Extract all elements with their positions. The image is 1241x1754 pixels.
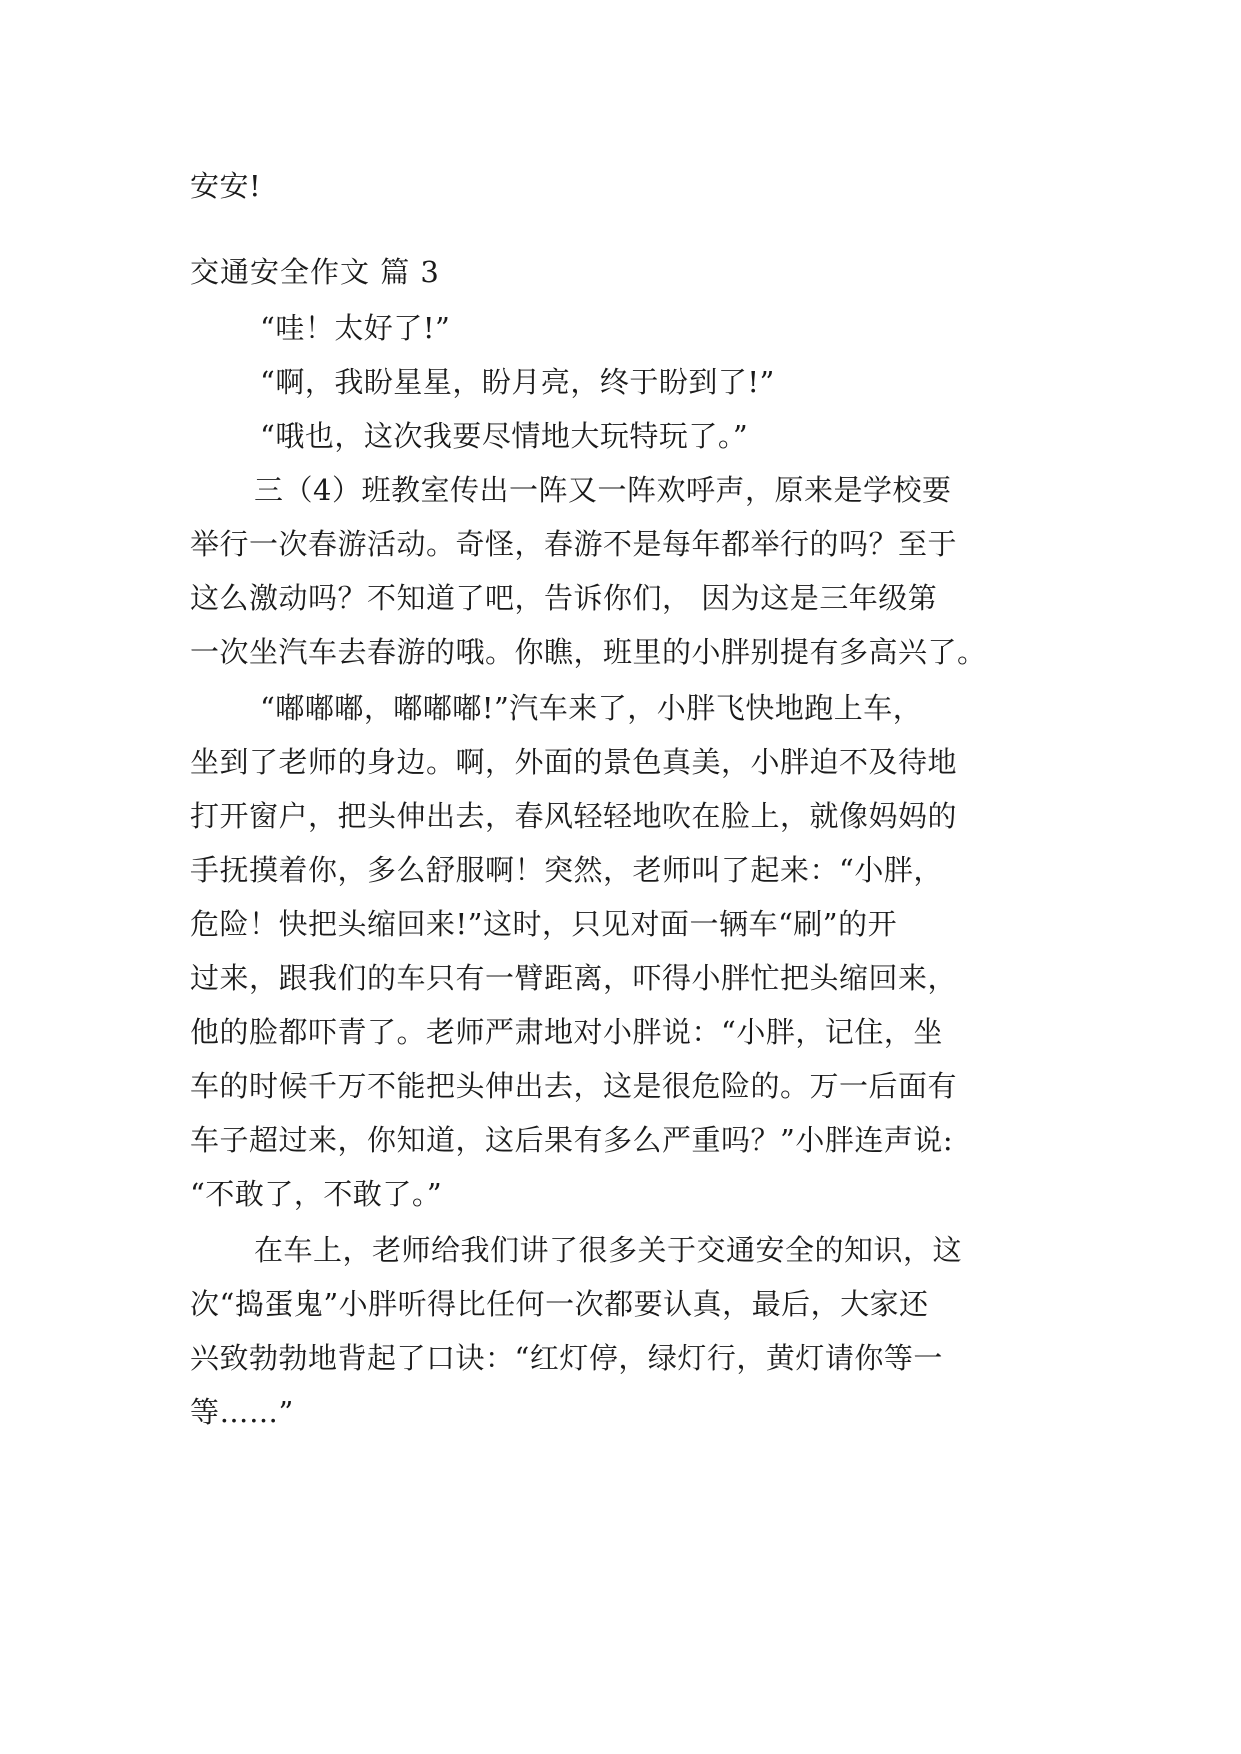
text-line-19: 次“捣蛋鬼”小胖听得比任何一次都要认真，最后，大家还: [190, 1287, 929, 1321]
text-line-13: 过来，跟我们的车只有一臂距离，吓得小胖忙把头缩回来，: [190, 961, 958, 995]
text-line-15: 车的时候千万不能把头伸出去，这是很危险的。万一后面有: [190, 1069, 958, 1103]
text-line-17: “不敢了，不敢了。”: [190, 1177, 443, 1211]
text-line-16: 车子超过来，你知道，这后果有多么严重吗？”小胖连声说:: [190, 1123, 954, 1157]
text-line-8: “嘟嘟嘟，嘟嘟嘟!”汽车来了，小胖飞快地跑上车，: [260, 691, 923, 725]
text-line-2: “啊，我盼星星，盼月亮，终于盼到了!”: [260, 365, 775, 399]
text-line-21: 等……”: [190, 1395, 294, 1429]
text-line-4: 三（4）班教室传出一阵又一阵欢呼声，原来是学校要: [254, 473, 952, 507]
text-line-3: “哦也，这次我要尽情地大玩特玩了。”: [260, 419, 749, 453]
text-line-1: “哇！太好了!”: [260, 311, 451, 345]
closing-line: 安安!: [190, 169, 262, 203]
text-line-18: 在车上，老师给我们讲了很多关于交通安全的知识，这: [254, 1233, 963, 1267]
text-line-11: 手抚摸着你，多么舒服啊！突然，老师叫了起来：“小胖，: [190, 853, 943, 887]
text-line-20: 兴致勃勃地背起了口诀：“红灯停，绿灯行，黄灯请你等一: [190, 1341, 943, 1375]
text-line-12: 危险！快把头缩回来!”这时，只见对面一辆车“刷”的开: [190, 907, 898, 941]
text-line-6: 这么激动吗？不知道了吧，告诉你们， 因为这是三年级第: [190, 581, 938, 615]
text-line-9: 坐到了老师的身边。啊，外面的景色真美，小胖迫不及待地: [190, 745, 958, 779]
text-line-7: 一次坐汽车去春游的哦。你瞧，班里的小胖别提有多高兴了。: [190, 635, 987, 669]
text-line-10: 打开窗户，把头伸出去，春风轻轻地吹在脸上，就像妈妈的: [190, 799, 958, 833]
essay-heading: 交通安全作文 篇 3: [190, 255, 440, 289]
text-line-14: 他的脸都吓青了。老师严肃地对小胖说：“小胖，记住，坐: [190, 1015, 943, 1049]
text-line-5: 举行一次春游活动。奇怪，春游不是每年都举行的吗？至于: [190, 527, 958, 561]
